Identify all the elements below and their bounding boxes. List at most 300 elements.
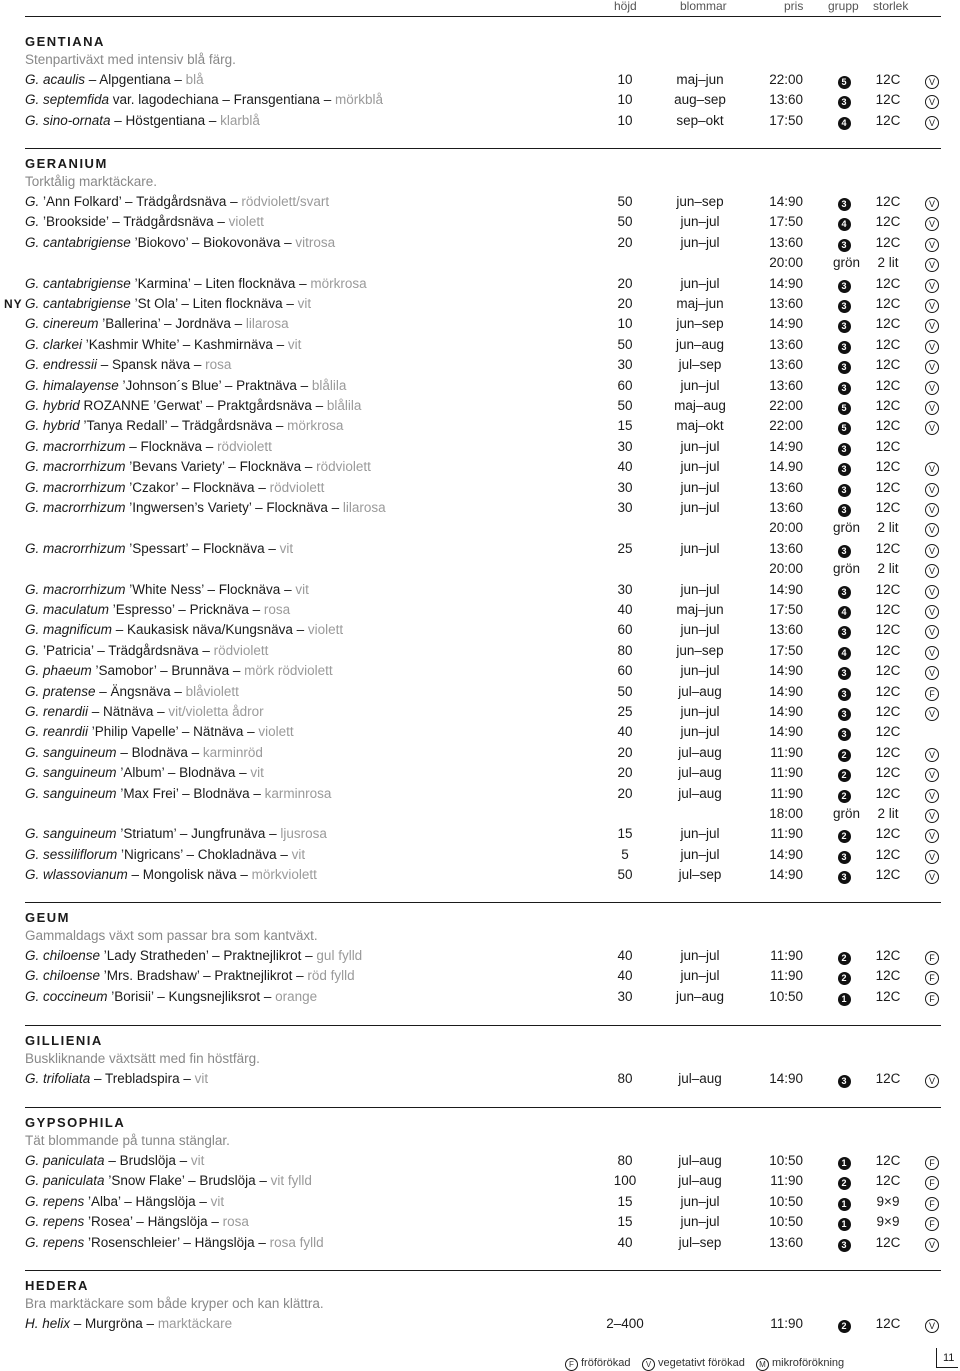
- price-group-icon: 3: [838, 586, 851, 599]
- common-name: ’Biokovo’ – Biokovonäva –: [130, 235, 296, 250]
- legend-seed: [565, 1356, 631, 1371]
- section-description: Tät blommande på tunna stänglar.: [25, 1133, 230, 1148]
- common-name: ’Czakor’ – Flocknäva –: [125, 480, 270, 495]
- product-row: [0, 559, 960, 579]
- section-rule: [25, 1270, 941, 1271]
- price-group-icon: 2: [838, 749, 851, 762]
- flower-color: rödviolett: [269, 480, 325, 495]
- common-name: ’Johnson´s Blue’ – Praktnäva –: [118, 378, 312, 393]
- common-name: var. lagodechiana – Fransgentiana –: [109, 92, 335, 107]
- price-group-icon: 2: [838, 830, 851, 843]
- bloom-cell: jun–jul: [680, 724, 720, 739]
- height-cell: 30: [617, 582, 633, 597]
- flower-color: vit/violetta ådror: [168, 704, 264, 719]
- size-cell: 12C: [875, 724, 901, 739]
- plant-name: [25, 946, 362, 966]
- latin-name: G. clarkei: [25, 337, 83, 352]
- size-cell: 12C: [875, 1153, 901, 1168]
- propagation-cell: [924, 600, 940, 620]
- product-row: [0, 1314, 960, 1334]
- product-row: [0, 743, 960, 763]
- price-cell: 11:90: [770, 948, 803, 963]
- group-cell: [833, 274, 855, 294]
- plant-name: [25, 722, 294, 742]
- plant-name: [25, 661, 333, 681]
- product-row: [0, 804, 960, 824]
- latin-name: G. magnificum: [25, 622, 113, 637]
- price-group-icon: 5: [838, 76, 851, 89]
- price-cell: 14:90: [769, 194, 803, 209]
- group-cell: [833, 722, 855, 742]
- price-group-icon: 2: [838, 1320, 851, 1333]
- plant-name: [25, 865, 317, 885]
- common-name: ’Espresso’ – Pricknäva –: [109, 602, 264, 617]
- size-cell: 12C: [875, 765, 901, 780]
- flower-color: orange: [275, 989, 318, 1004]
- group-cell: [833, 1069, 855, 1089]
- propagation-icon: V: [925, 605, 939, 619]
- price-cell: 11:90: [770, 968, 803, 983]
- latin-name: G. repens: [25, 1235, 85, 1250]
- column-header-grupp: grupp: [828, 0, 859, 13]
- flower-color: karminrosa: [264, 786, 332, 801]
- height-cell: 5: [621, 847, 629, 862]
- height-cell: 60: [617, 622, 633, 637]
- common-name: ’Striatum’ – Jungfrunäva –: [116, 826, 281, 841]
- price-cell: 13:60: [769, 500, 803, 515]
- plant-name: [25, 457, 371, 477]
- height-cell: 30: [617, 357, 633, 372]
- plant-name: [25, 416, 343, 436]
- product-row: [0, 457, 960, 477]
- price-group-icon: 3: [838, 96, 851, 109]
- product-row: [0, 518, 960, 538]
- flower-color: mörkviolett: [251, 867, 317, 882]
- product-row: [0, 192, 960, 212]
- price-group-icon: 1: [838, 1157, 851, 1170]
- common-name: – Flocknäva –: [125, 439, 218, 454]
- price-cell: 13:60: [769, 235, 803, 250]
- group-cell: [833, 966, 855, 986]
- latin-name: G. cinereum: [25, 316, 99, 331]
- flower-color: rosa: [263, 602, 291, 617]
- group-cell: [833, 702, 855, 722]
- price-group-icon: 2: [838, 790, 851, 803]
- common-name: – Mongolisk näva –: [127, 867, 252, 882]
- bloom-cell: jun–sep: [676, 194, 724, 209]
- flower-color: vit: [297, 296, 312, 311]
- propagation-icon: V: [925, 217, 939, 231]
- latin-name: G. sino-ornata: [25, 113, 111, 128]
- common-name: ROZANNE ’Gerwat’ – Praktgårdsnäva –: [79, 398, 327, 413]
- latin-name: G. reanrdii: [25, 724, 89, 739]
- bloom-cell: jul–aug: [678, 1173, 722, 1188]
- product-row: [0, 824, 960, 844]
- common-name: ’Philip Vapelle’ – Nätnäva –: [88, 724, 259, 739]
- propagation-cell: [924, 1151, 940, 1171]
- flower-color: mörkrosa: [287, 418, 344, 433]
- latin-name: G. coccineum: [25, 989, 108, 1004]
- propagation-icon: V: [925, 789, 939, 803]
- propagation-icon: F: [925, 992, 939, 1006]
- header-rule: [25, 16, 941, 17]
- plant-name: [25, 192, 329, 212]
- propagation-cell: [924, 457, 940, 477]
- propagation-cell: [924, 1212, 940, 1232]
- price-cell: 10:50: [769, 1153, 803, 1168]
- common-name: ’Bevans Variety’ – Flocknäva –: [125, 459, 317, 474]
- latin-name: H. helix: [25, 1316, 71, 1331]
- propagation-icon: V: [925, 483, 939, 497]
- height-cell: 50: [617, 194, 633, 209]
- propagation-icon: V: [925, 1319, 939, 1333]
- propagation-cell: [924, 845, 940, 865]
- group-cell: [833, 70, 855, 90]
- plant-name: [25, 682, 239, 702]
- product-row: [0, 335, 960, 355]
- latin-name: G. macrorrhizum: [25, 480, 126, 495]
- group-cell: [833, 804, 861, 824]
- price-cell: 14.90: [769, 459, 803, 474]
- plant-name: [25, 376, 346, 396]
- bloom-cell: jun–jul: [680, 439, 720, 454]
- size-cell: 12C: [875, 214, 901, 229]
- propagation-icon: V: [925, 197, 939, 211]
- propagation-icon: F: [925, 1176, 939, 1190]
- section-rule: [25, 902, 941, 903]
- bloom-cell: maj–aug: [674, 398, 726, 413]
- size-cell: 12C: [875, 847, 901, 862]
- latin-name: G. hybrid: [25, 398, 80, 413]
- page-number-tick: [936, 1367, 958, 1368]
- price-group-icon: 3: [838, 361, 851, 374]
- plant-name: [25, 987, 317, 1007]
- product-row: [0, 111, 960, 131]
- size-cell: 12C: [875, 459, 901, 474]
- group-cell: [833, 518, 861, 538]
- section-description: Torktålig marktäckare.: [25, 174, 158, 189]
- price-group-icon: 3: [838, 504, 851, 517]
- propagation-cell: [924, 376, 940, 396]
- price-cell: 13:60: [769, 541, 803, 556]
- height-cell: 10: [617, 92, 633, 107]
- common-name: ’Rosenschleier’ – Hängslöja –: [84, 1235, 270, 1250]
- plant-name: [25, 824, 327, 844]
- product-row: [0, 1069, 960, 1089]
- latin-name: G. wlassovianum: [25, 867, 128, 882]
- common-name: ’Lady Stratheden’ – Praktnejlikrot –: [100, 948, 317, 963]
- bloom-cell: jun–jul: [680, 847, 720, 862]
- latin-name: G. sanguineum: [25, 786, 117, 801]
- propagation-cell: [924, 294, 940, 314]
- latin-name: G. sanguineum: [25, 765, 117, 780]
- price-cell: 14:90: [769, 582, 803, 597]
- vegetative-propagated-icon: V: [642, 1358, 655, 1371]
- price-cell: 14:90: [769, 867, 803, 882]
- latin-name: G. macrorrhizum: [25, 459, 126, 474]
- flower-color: blå: [185, 72, 204, 87]
- group-cell: [833, 1192, 855, 1212]
- latin-name: G. repens: [25, 1194, 85, 1209]
- product-row: [0, 661, 960, 681]
- group-cell: [833, 1151, 855, 1171]
- group-cell: [833, 416, 855, 436]
- flower-color: rödviolett: [213, 643, 269, 658]
- plant-name: [25, 314, 289, 334]
- latin-name: G. sessiliflorum: [25, 847, 118, 862]
- plant-name: [25, 294, 311, 314]
- price-group-icon: 3: [838, 871, 851, 884]
- bloom-cell: jul–aug: [678, 765, 722, 780]
- common-name: ’White Ness’ – Flocknäva –: [125, 582, 296, 597]
- section-title: GYPSOPHILA: [25, 1115, 126, 1130]
- size-cell: 12C: [875, 439, 901, 454]
- bloom-cell: jun–jul: [680, 582, 720, 597]
- price-group-icon: 2: [838, 972, 851, 985]
- price-group-icon: 3: [838, 1075, 851, 1088]
- bloom-cell: jun–sep: [676, 316, 724, 331]
- legend-label: mikroförökning: [772, 1357, 845, 1369]
- group-text: grön: [833, 561, 861, 576]
- plant-name: [25, 743, 263, 763]
- bloom-cell: maj–jun: [676, 296, 724, 311]
- common-name: ’Karmina’ – Liten flocknäva –: [130, 276, 311, 291]
- price-cell: 20:00: [769, 255, 803, 270]
- propagation-icon: V: [925, 258, 939, 272]
- size-cell: 12C: [875, 500, 901, 515]
- new-badge: NY: [4, 297, 23, 311]
- size-cell: 12C: [875, 867, 901, 882]
- group-cell: [833, 1171, 855, 1191]
- height-cell: 30: [617, 989, 633, 1004]
- propagation-icon: F: [925, 687, 939, 701]
- propagation-icon: V: [925, 360, 939, 374]
- price-cell: 22:00: [769, 72, 803, 87]
- column-header-pris: pris: [784, 0, 804, 13]
- section-title: GERANIUM: [25, 156, 108, 171]
- size-cell: 12C: [875, 1173, 901, 1188]
- plant-name: [25, 539, 293, 559]
- price-cell: 14:90: [769, 1071, 803, 1086]
- latin-name: G. maculatum: [25, 602, 110, 617]
- common-name: – Kaukasisk näva/Kungsnäva –: [112, 622, 308, 637]
- price-cell: 14:90: [769, 704, 803, 719]
- bloom-cell: jun–jul: [680, 663, 720, 678]
- plant-name: [25, 641, 268, 661]
- plant-name: [25, 1069, 208, 1089]
- size-cell: 2 lit: [877, 255, 899, 270]
- common-name: – Nätnäva –: [88, 704, 169, 719]
- height-cell: 40: [617, 724, 633, 739]
- propagation-icon: V: [925, 829, 939, 843]
- price-cell: 11:90: [770, 1173, 803, 1188]
- propagation-icon: V: [925, 75, 939, 89]
- size-cell: 12C: [875, 704, 901, 719]
- common-name: – Ängsnäva –: [95, 684, 186, 699]
- common-name: – Murgröna –: [70, 1316, 158, 1331]
- price-cell: 11:90: [770, 745, 803, 760]
- product-row: [0, 1212, 960, 1232]
- bloom-cell: jun–jul: [680, 276, 720, 291]
- common-name: ’Kashmir White’ – Kashmirnäva –: [82, 337, 288, 352]
- flower-color: ljusrosa: [280, 826, 327, 841]
- price-cell: 17:50: [769, 602, 803, 617]
- price-group-icon: 3: [838, 300, 851, 313]
- price-cell: 14:90: [769, 847, 803, 862]
- price-group-icon: 3: [838, 545, 851, 558]
- price-group-icon: 3: [838, 1239, 851, 1252]
- propagation-cell: [924, 1171, 940, 1191]
- propagation-icon: V: [925, 707, 939, 721]
- propagation-icon: F: [925, 1197, 939, 1211]
- price-cell: 10:50: [769, 989, 803, 1004]
- propagation-cell: [924, 580, 940, 600]
- propagation-cell: [924, 111, 940, 131]
- size-cell: 12C: [875, 643, 901, 658]
- price-group-icon: 3: [838, 851, 851, 864]
- product-row: [0, 845, 960, 865]
- height-cell: 80: [617, 1153, 633, 1168]
- latin-name: G. himalayense: [25, 378, 119, 393]
- propagation-cell: [924, 946, 940, 966]
- size-cell: 12C: [875, 276, 901, 291]
- plant-name: [25, 498, 386, 518]
- bloom-cell: jun–jul: [680, 378, 720, 393]
- flower-color: vit: [295, 582, 309, 597]
- latin-name: G. sanguineum: [25, 745, 117, 760]
- height-cell: 20: [617, 235, 633, 250]
- latin-name: G. sanguineum: [25, 826, 117, 841]
- bloom-cell: jul–aug: [678, 1071, 722, 1086]
- propagation-icon: V: [925, 381, 939, 395]
- flower-color: vit: [279, 541, 294, 556]
- latin-name: G. acaulis: [25, 72, 86, 87]
- price-group-icon: 4: [838, 606, 851, 619]
- flower-color: marktäckare: [157, 1316, 233, 1331]
- latin-name: G. macrorrhizum: [25, 541, 126, 556]
- size-cell: 12C: [875, 398, 901, 413]
- bloom-cell: jul–sep: [678, 867, 722, 882]
- section-rule: [25, 1025, 941, 1026]
- latin-name: G. repens: [25, 1214, 85, 1229]
- flower-color: klarblå: [220, 113, 260, 128]
- bloom-cell: jun–jul: [680, 541, 720, 556]
- propagation-cell: [924, 539, 940, 559]
- product-row: [0, 702, 960, 722]
- common-name: ’Patricia’ – Trädgårdsnäva –: [39, 643, 214, 658]
- price-cell: 13:60: [769, 296, 803, 311]
- flower-color: vit: [291, 847, 306, 862]
- flower-color: violett: [258, 724, 294, 739]
- price-cell: 17:50: [769, 214, 803, 229]
- product-row: [0, 314, 960, 334]
- plant-name: [25, 1212, 249, 1232]
- product-row: [0, 294, 960, 314]
- flower-color: vit: [250, 765, 264, 780]
- common-name: – Höstgentiana –: [110, 113, 221, 128]
- size-cell: 12C: [875, 316, 901, 331]
- size-cell: 12C: [875, 1235, 901, 1250]
- propagation-icon: V: [925, 95, 939, 109]
- price-cell: 13:60: [769, 1235, 803, 1250]
- bloom-cell: jun–jul: [680, 1194, 720, 1209]
- propagation-cell: [924, 518, 940, 538]
- propagation-cell: [924, 1192, 940, 1212]
- price-cell: 11:90: [770, 786, 803, 801]
- legend-micro: [756, 1356, 844, 1371]
- latin-name: G. paniculata: [25, 1173, 105, 1188]
- plant-name: [25, 702, 264, 722]
- legend-label: vegetativt förökad: [658, 1357, 745, 1369]
- product-row: [0, 212, 960, 232]
- propagation-cell: [924, 1069, 940, 1089]
- latin-name: G. cantabrigiense: [25, 235, 131, 250]
- price-cell: 10:50: [769, 1194, 803, 1209]
- plant-name: [25, 1192, 224, 1212]
- height-cell: 10: [617, 72, 633, 87]
- propagation-cell: [924, 641, 940, 661]
- price-group-icon: 2: [838, 1177, 851, 1190]
- propagation-icon: V: [925, 238, 939, 252]
- propagation-cell: [924, 314, 940, 334]
- propagation-icon: F: [925, 1217, 939, 1231]
- common-name: ’St Ola’ – Liten flocknäva –: [130, 296, 298, 311]
- price-group-icon: 3: [838, 320, 851, 333]
- price-cell: 22:00: [769, 398, 803, 413]
- product-row: [0, 1192, 960, 1212]
- propagation-cell: [924, 90, 940, 110]
- group-cell: [833, 1212, 855, 1232]
- plant-name: [25, 845, 305, 865]
- price-group-icon: 3: [838, 198, 851, 211]
- flower-color: rosa: [205, 357, 232, 372]
- propagation-icon: V: [925, 666, 939, 680]
- product-row: [0, 274, 960, 294]
- flower-color: mörk rödviolett: [244, 663, 333, 678]
- latin-name: G.: [25, 643, 40, 658]
- size-cell: 2 lit: [877, 806, 899, 821]
- group-cell: [833, 824, 855, 844]
- product-row: [0, 966, 960, 986]
- common-name: – Alpgentiana –: [85, 72, 186, 87]
- propagation-icon: V: [925, 319, 939, 333]
- bloom-cell: jun–aug: [675, 989, 725, 1004]
- propagation-icon: V: [925, 625, 939, 639]
- propagation-icon: V: [925, 421, 939, 435]
- propagation-icon: V: [925, 870, 939, 884]
- product-row: [0, 722, 960, 742]
- latin-name: G. hybrid: [25, 418, 80, 433]
- flower-color: gul fylld: [316, 948, 363, 963]
- group-cell: [833, 743, 855, 763]
- size-cell: 12C: [875, 337, 901, 352]
- bloom-cell: jul–aug: [678, 1153, 722, 1168]
- common-name: ’Tanya Redall’ – Trädgårdsnäva –: [79, 418, 288, 433]
- size-cell: 9×9: [876, 1214, 900, 1229]
- price-group-icon: 3: [838, 667, 851, 680]
- propagation-cell: [924, 763, 940, 783]
- section-title: GENTIANA: [25, 34, 105, 49]
- common-name: ’Samobor’ – Brunnäva –: [91, 663, 245, 678]
- bloom-cell: jun–jul: [680, 704, 720, 719]
- size-cell: 12C: [875, 826, 901, 841]
- bloom-cell: jun–jul: [680, 459, 720, 474]
- price-cell: 11:90: [770, 1316, 803, 1331]
- height-cell: 40: [617, 1235, 633, 1250]
- price-cell: 17:50: [769, 113, 803, 128]
- plant-name: [25, 90, 383, 110]
- bloom-cell: aug–sep: [674, 92, 726, 107]
